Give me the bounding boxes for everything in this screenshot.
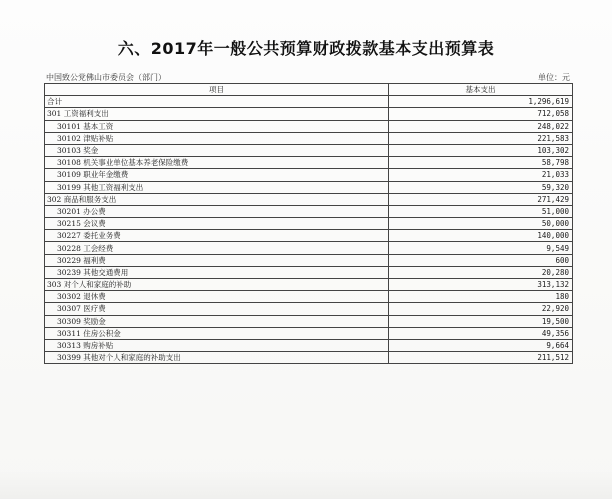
row-item-name: 30228 工会经费 xyxy=(45,242,389,254)
table-row xyxy=(45,315,573,327)
row-item-name: 30307 医疗费 xyxy=(45,303,389,315)
table-row xyxy=(45,181,573,193)
row-item-name: 30229 福利费 xyxy=(45,254,389,266)
row-amount: 248,022 xyxy=(389,120,573,132)
row-amount: 313,132 xyxy=(389,279,573,291)
row-amount: 1,296,619 xyxy=(389,96,573,108)
table-row xyxy=(45,279,573,291)
row-amount: 600 xyxy=(389,254,573,266)
table-row xyxy=(45,352,573,364)
row-amount: 103,302 xyxy=(389,144,573,156)
row-amount: 50,000 xyxy=(389,218,573,230)
row-amount: 271,429 xyxy=(389,193,573,205)
row-item-name: 301 工资福利支出 xyxy=(45,108,389,120)
row-amount: 20,280 xyxy=(389,266,573,278)
row-amount: 211,512 xyxy=(389,352,573,364)
table-row xyxy=(45,254,573,266)
table-row xyxy=(45,230,573,242)
table-row xyxy=(45,157,573,169)
row-item-name: 30215 会议费 xyxy=(45,218,389,230)
table-row xyxy=(45,291,573,303)
row-item-name: 302 商品和服务支出 xyxy=(45,193,389,205)
header-basic-expenditure: 基本支出 xyxy=(389,84,573,96)
row-item-name: 30201 办公费 xyxy=(45,205,389,217)
row-amount: 59,320 xyxy=(389,181,573,193)
unit-label: 单位：元 xyxy=(538,73,570,82)
table-row xyxy=(45,327,573,339)
header-item: 项目 xyxy=(45,84,389,96)
row-item-name: 30109 职业年金缴费 xyxy=(45,169,389,181)
organization-label: 中国致公党佛山市委员会（部门） xyxy=(46,73,166,82)
page-bottom-shade xyxy=(0,470,612,499)
row-amount: 21,033 xyxy=(389,169,573,181)
table-row xyxy=(45,169,573,181)
row-item-name: 303 对个人和家庭的补助 xyxy=(45,279,389,291)
table-row xyxy=(45,303,573,315)
table-row xyxy=(45,242,573,254)
row-item-name: 30309 奖励金 xyxy=(45,315,389,327)
table-row xyxy=(45,144,573,156)
row-item-name: 30199 其他工资福利支出 xyxy=(45,181,389,193)
row-amount: 9,549 xyxy=(389,242,573,254)
table-row xyxy=(45,339,573,351)
row-item-name: 30102 津贴补贴 xyxy=(45,132,389,144)
row-amount: 22,920 xyxy=(389,303,573,315)
row-item-name: 30227 委托业务费 xyxy=(45,230,389,242)
row-amount: 221,583 xyxy=(389,132,573,144)
table-row xyxy=(45,96,573,108)
table-row xyxy=(45,266,573,278)
row-item-name: 30313 购房补贴 xyxy=(45,339,389,351)
document-title: 六、2017年一般公共预算财政拨款基本支出预算表 xyxy=(117,39,495,58)
row-amount: 51,000 xyxy=(389,205,573,217)
row-amount: 140,000 xyxy=(389,230,573,242)
row-amount: 9,664 xyxy=(389,339,573,351)
budget-table xyxy=(44,83,573,364)
row-item-name: 30239 其他交通费用 xyxy=(45,266,389,278)
table-header-row xyxy=(45,84,573,96)
row-item-name: 合计 xyxy=(45,96,389,108)
row-item-name: 30399 其他对个人和家庭的补助支出 xyxy=(45,352,389,364)
row-item-name: 30101 基本工资 xyxy=(45,120,389,132)
row-amount: 712,058 xyxy=(389,108,573,120)
row-amount: 180 xyxy=(389,291,573,303)
row-amount: 49,356 xyxy=(389,327,573,339)
table-row xyxy=(45,120,573,132)
row-item-name: 30311 住房公积金 xyxy=(45,327,389,339)
table-row xyxy=(45,193,573,205)
row-amount: 19,500 xyxy=(389,315,573,327)
table-row xyxy=(45,218,573,230)
table-row xyxy=(45,205,573,217)
row-item-name: 30103 奖金 xyxy=(45,144,389,156)
row-amount: 58,798 xyxy=(389,157,573,169)
table-row xyxy=(45,132,573,144)
row-item-name: 30302 退休费 xyxy=(45,291,389,303)
table-row xyxy=(45,108,573,120)
row-item-name: 30108 机关事业单位基本养老保险缴费 xyxy=(45,157,389,169)
table-body xyxy=(45,96,573,364)
